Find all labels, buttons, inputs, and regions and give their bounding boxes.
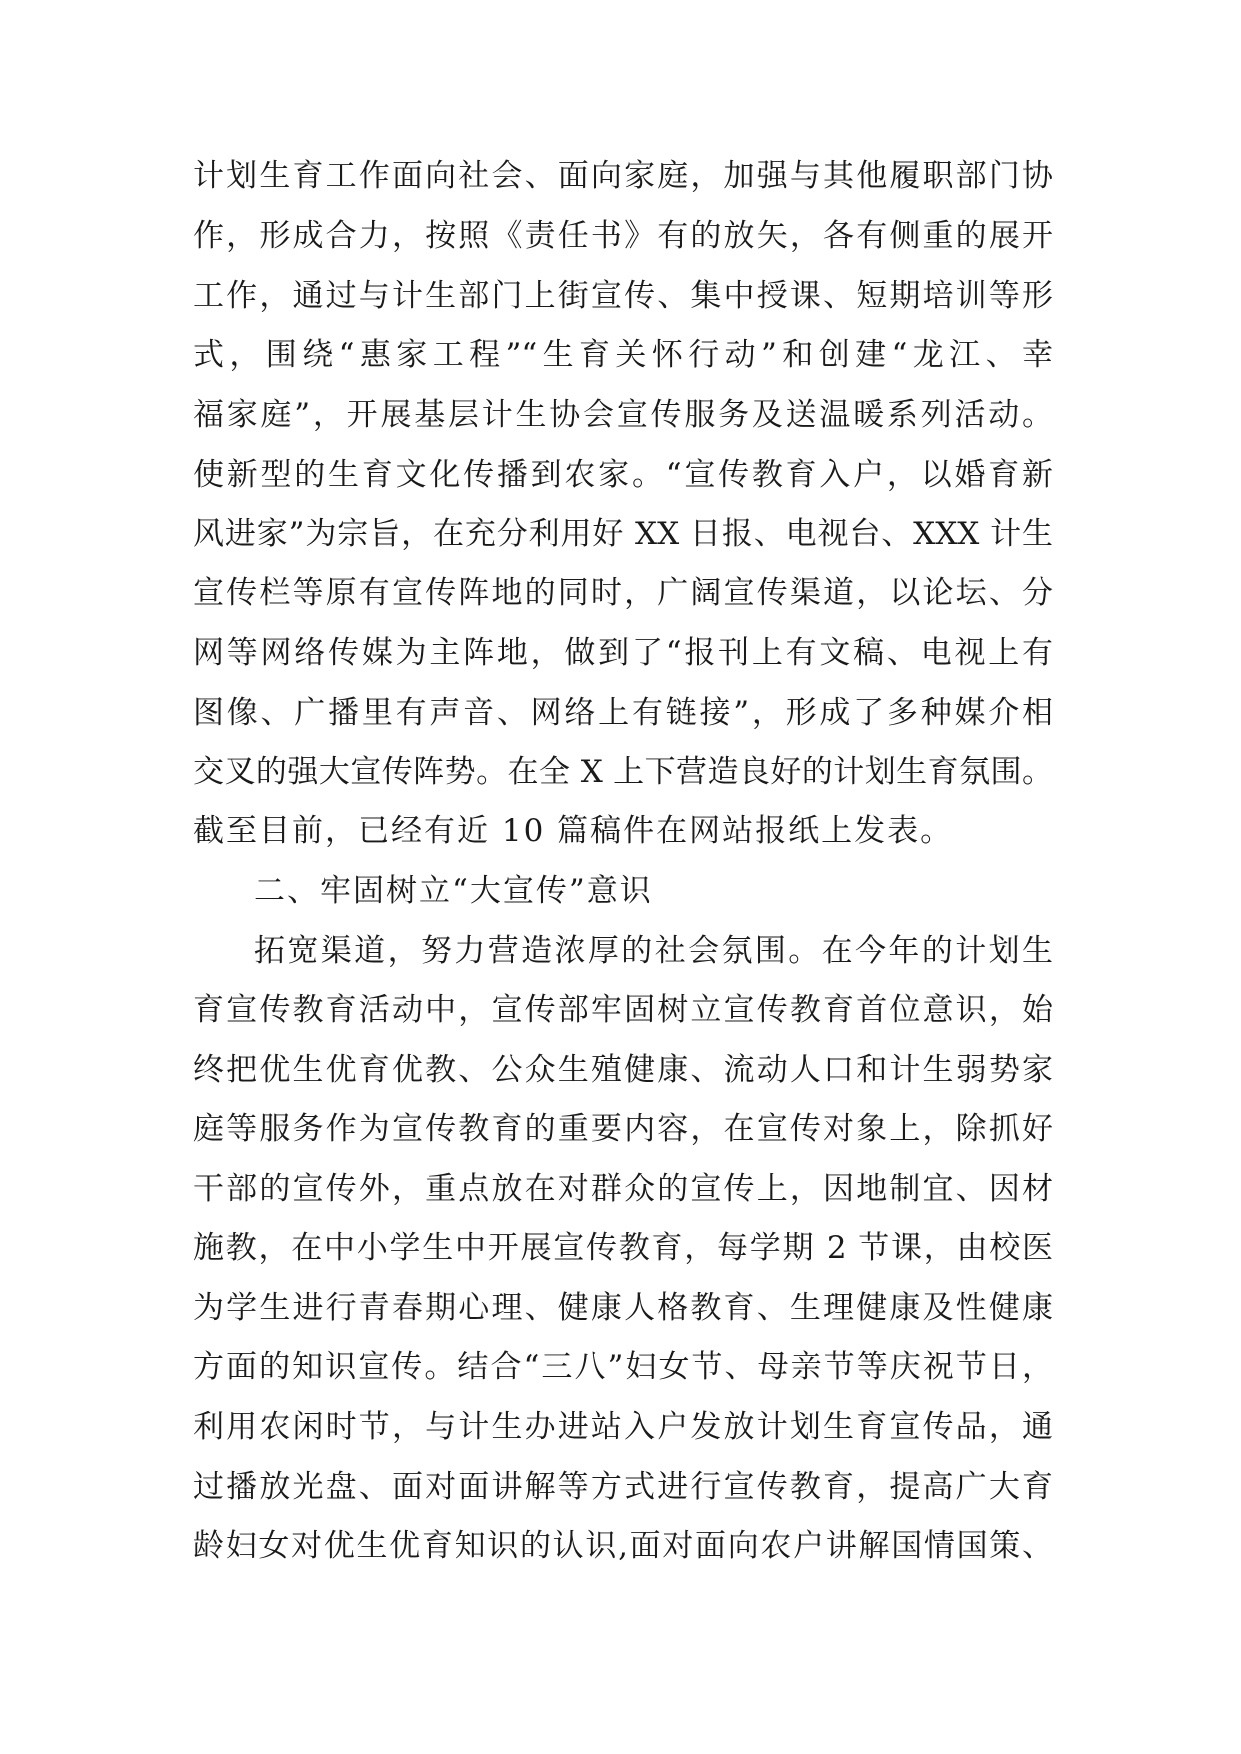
body-text-line: 龄妇女对优生优育知识的认识,面对面向农户讲解国情国策、 — [193, 1528, 1053, 1564]
paragraph-first-line: 拓宽渠道，努力营造浓厚的社会氛围。在今年的计划生 — [254, 933, 1053, 969]
body-text-line: 施教，在中小学生中开展宣传教育，每学期 2 节课，由校医 — [193, 1230, 1053, 1266]
body-text-line: 育宣传教育活动中，宣传部牢固树立宣传教育首位意识，始 — [193, 992, 1053, 1028]
body-text-line: 宣传栏等原有宣传阵地的同时，广阔宣传渠道，以论坛、分 — [193, 575, 1053, 611]
body-text-line: 使新型的生育文化传播到农家。“宣传教育入户，以婚育新 — [193, 457, 1053, 493]
body-text-line: 过播放光盘、面对面讲解等方式进行宣传教育，提高广大育 — [193, 1469, 1053, 1505]
body-text-line: 利用农闲时节，与计生办进站入户发放计划生育宣传品，通 — [193, 1409, 1053, 1445]
body-text-line: 干部的宣传外，重点放在对群众的宣传上，因地制宜、因材 — [193, 1171, 1053, 1207]
body-text-line: 风进家”为宗旨，在充分利用好 XX 日报、电视台、XXX 计生 — [193, 516, 1053, 552]
body-text-line: 式，围绕“惠家工程”“生育关怀行动”和创建“龙江、幸 — [193, 337, 1053, 373]
body-text-line: 工作，通过与计生部门上街宣传、集中授课、短期培训等形 — [193, 278, 1053, 314]
body-text-line: 作，形成合力，按照《责任书》有的放矢，各有侧重的展开 — [193, 218, 1053, 254]
body-text-line: 图像、广播里有声音、网络上有链接”，形成了多种媒介相 — [193, 695, 1053, 731]
body-text-line: 终把优生优育优教、公众生殖健康、流动人口和计生弱势家 — [193, 1052, 1053, 1088]
body-text-line: 网等网络传媒为主阵地，做到了“报刊上有文稿、电视上有 — [193, 635, 1053, 671]
section-heading: 二、牢固树立“大宣传”意识 — [254, 873, 653, 909]
body-text-line: 为学生进行青春期心理、健康人格教育、生理健康及性健康 — [193, 1290, 1053, 1326]
body-text-line: 计划生育工作面向社会、面向家庭，加强与其他履职部门协 — [193, 158, 1053, 194]
body-text-line: 福家庭”，开展基层计生协会宣传服务及送温暖系列活动。 — [193, 397, 1053, 433]
body-text-line: 庭等服务作为宣传教育的重要内容，在宣传对象上，除抓好 — [193, 1111, 1053, 1147]
body-text-line: 交叉的强大宣传阵势。在全 X 上下营造良好的计划生育氛围。 — [193, 754, 1053, 790]
body-text-line: 方面的知识宣传。结合“三八”妇女节、母亲节等庆祝节日， — [193, 1349, 1053, 1385]
body-text-line: 截至目前，已经有近 10 篇稿件在网站报纸上发表。 — [193, 813, 954, 849]
